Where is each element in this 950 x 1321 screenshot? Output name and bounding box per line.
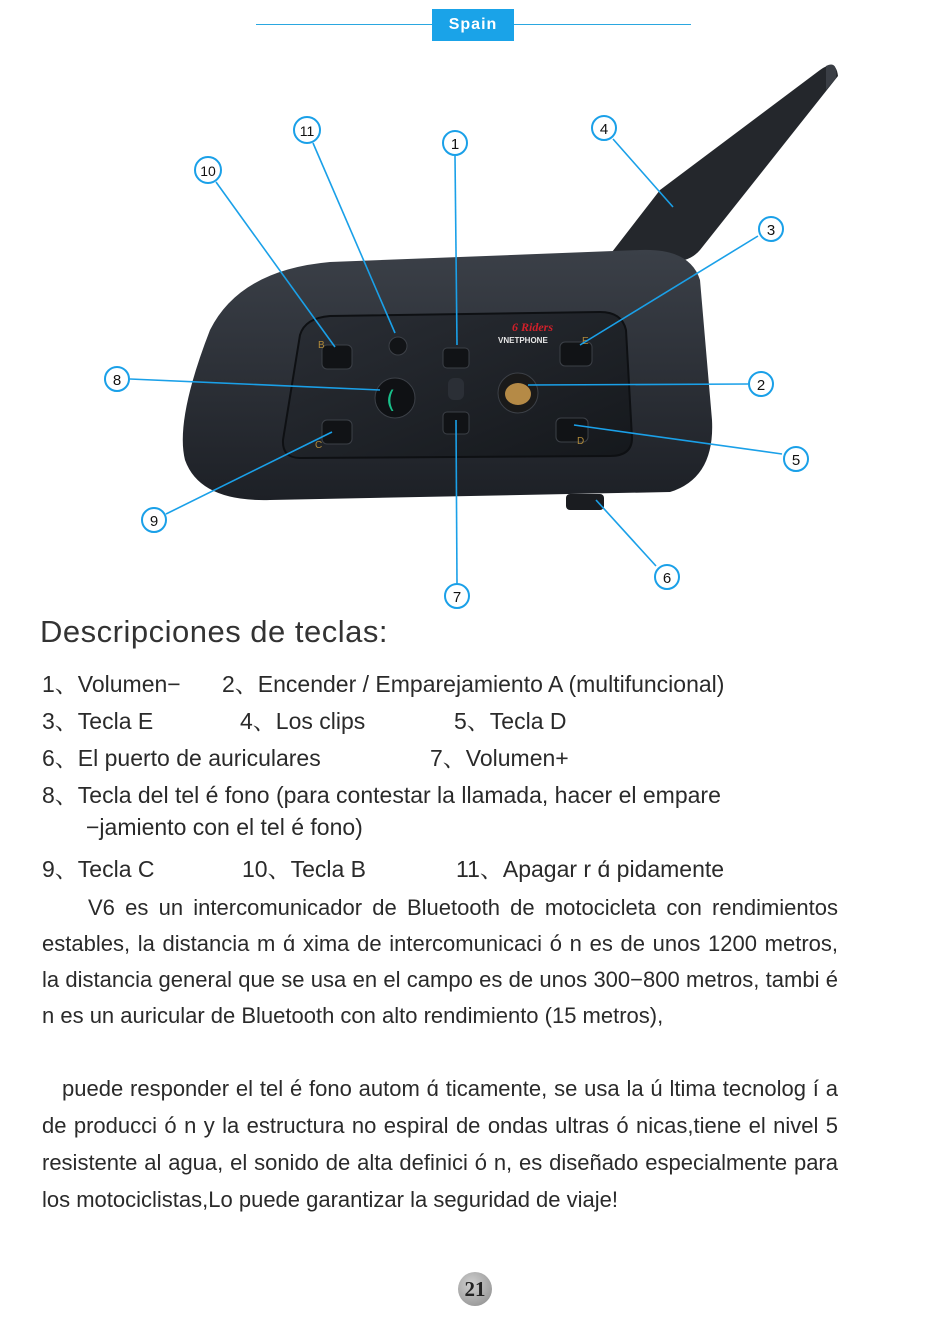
key-item-8: 8、Tecla del tel é fono (para contestar la llamada, hacer el empare (42, 782, 721, 808)
description-paragraph-1: V6 es un intercomunicador de Bluetooth de motocicleta con rendimientos estables, la distancia m ɑ́ xima de intercomunicaci ó n es de unos 1200 metros, la distancia general que se usa en el campo es de unos 300−800 metros, tambi é n es un auricular de Bluetooth con alto rendimiento (15 metros), (42, 895, 838, 1028)
key-item-7: 7、Volumen+ (430, 745, 569, 771)
key-item-4: 4、Los clips (240, 708, 366, 734)
page-number: 21 (458, 1272, 492, 1306)
motorcycle-icon (505, 383, 531, 405)
callout-6 (655, 565, 679, 589)
key-item-8-cont: −jamiento con el tel é fono) (86, 814, 363, 840)
svg-text:11: 11 (299, 123, 315, 139)
key-item-6: 6、El puerto de auriculares (42, 745, 321, 771)
logo-vnetphone: VNETPHONE (498, 336, 548, 345)
key-item-3: 3、Tecla E (42, 708, 154, 734)
callout-9 (142, 508, 166, 532)
svg-text:2: 2 (756, 377, 766, 394)
svg-text:3: 3 (766, 222, 776, 239)
logo-6riders: 6 Riders (512, 320, 554, 334)
svg-text:7: 7 (452, 589, 462, 606)
callout-7 (445, 584, 469, 608)
led-indicator (448, 378, 464, 400)
phone-icon: ( (386, 386, 396, 414)
svg-text:8: 8 (112, 372, 122, 389)
key-b (322, 345, 352, 369)
svg-text:6: 6 (662, 570, 672, 587)
key-item-9: 9、Tecla C (42, 856, 155, 882)
svg-text:10: 10 (200, 163, 216, 179)
key-power-off (389, 337, 407, 355)
antenna (612, 65, 838, 262)
callout-5 (784, 447, 808, 471)
key-letter-e: E (582, 336, 589, 347)
callout-8 (105, 367, 129, 391)
callout-10 (195, 157, 221, 183)
callout-4 (592, 116, 616, 140)
key-volume-minus (443, 348, 469, 368)
key-item-2: 2、Encender / Emparejamiento A (multifuncional) (222, 671, 725, 697)
svg-text:5: 5 (791, 452, 801, 469)
svg-text:1: 1 (450, 136, 460, 153)
intercom-diagram (0, 0, 950, 610)
svg-text:9: 9 (149, 513, 159, 530)
key-item-10: 10、Tecla B (242, 856, 367, 882)
key-letter-c: C (315, 440, 323, 451)
key-item-5: 5、Tecla D (454, 708, 567, 734)
key-item-1: 1、Volumen− (42, 671, 181, 697)
language-tag: Spain (432, 9, 514, 41)
callout-11 (294, 117, 320, 143)
description-paragraph-2: puede responder el tel é fono autom ɑ́ ticamente, se usa la ú ltima tecnolog í a de producci ó n y la estructura no espiral de ondas ultras ó nicas,tiene el nivel 5 resistente al agua, el sonido de alta definici ó n, es diseñado especialmente para los motociclistas,Lo puede garantizar la seguridad de viaje! (42, 1076, 838, 1212)
key-item-11: 11、Apagar r ɑ́ pidamente (456, 856, 725, 882)
section-title: Descripciones de teclas: (40, 614, 388, 649)
callout-1 (443, 131, 467, 155)
callout-2 (749, 372, 773, 396)
svg-text:4: 4 (599, 121, 609, 138)
callout-3 (759, 217, 783, 241)
key-letter-d: D (577, 436, 585, 447)
key-letter-b: B (318, 340, 325, 351)
key-c (322, 420, 352, 444)
